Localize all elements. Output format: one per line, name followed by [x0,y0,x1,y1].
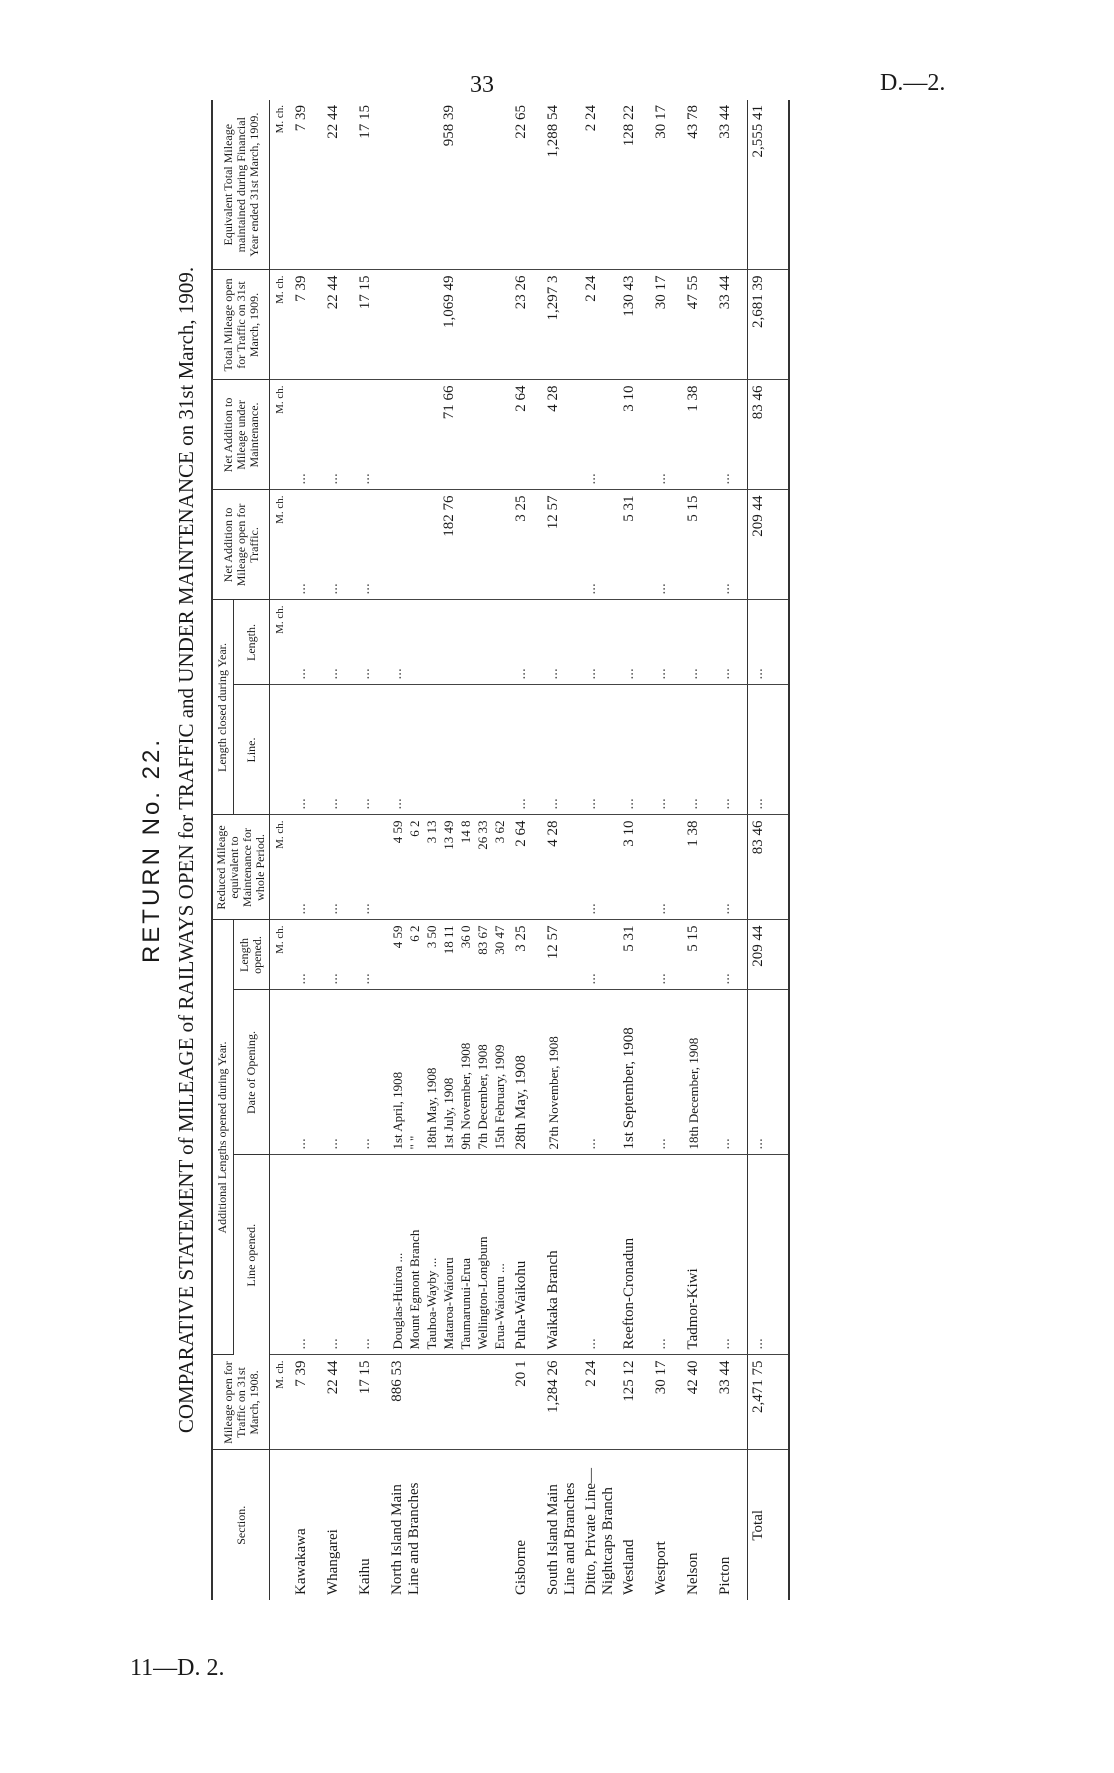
section-name: Kawakawa [293,1528,309,1595]
dots: ... [715,920,748,990]
total-1909: 1,069 49 [387,270,511,380]
dots: ... [291,990,323,1155]
reduced-mileage: 3 62 [492,820,507,844]
opening-date: 1st July, 1908 [441,1077,456,1150]
dots: ... [651,920,683,990]
total-1909: 30 17 [651,270,683,380]
section-name: Gisborne [513,1540,529,1595]
header-reduced-mileage: Reduced Mileage equivalent to Maintenance for whole Period. [212,815,270,920]
dots: ... [387,685,511,815]
section-name: Picton [717,1556,733,1595]
opening-date: 27th November, 1908 [543,990,581,1155]
dots: ... [543,685,581,815]
dots: ... [355,685,387,815]
unit-label: M. ch. [270,270,292,380]
dots: ... [715,685,748,815]
opening-date: 7th December, 1908 [475,1044,490,1150]
mileage-1908: 30 17 [651,1355,683,1450]
table-row [323,100,355,1600]
section-name: Ditto, Private Line—Nightcaps Branch [583,1467,616,1595]
total-1909: 47 55 [683,270,715,380]
mileage-1908: 20 1 [511,1355,543,1450]
total-1909: 7 39 [291,270,323,380]
net-maintenance: 71 66 [387,380,511,490]
equivalent: 2,555 41 [748,100,790,270]
unit-label: M. ch. [270,380,292,490]
header-equivalent: Equivalent Total Mileage maintained during Financial Year ended 31st March, 1909. [212,100,270,270]
dots: ... [323,490,355,600]
header-net-traffic: Net Addition to Mileage open for Traffic. [212,490,270,600]
length-opened: 18 11 [441,925,456,955]
dots: ... [291,490,323,600]
dots: ... [715,1155,748,1355]
opening-date: 1st April, 1908 [390,1071,405,1150]
dots: ... [651,815,683,920]
return-title: RETURN No. 22. [138,736,165,964]
reduced-mileage: 26 33 [475,820,490,850]
opening-date: " " [407,1135,422,1150]
dots: ... [581,1155,619,1355]
dots: ... [715,990,748,1155]
dots: ... [748,600,790,685]
reduced-mileage: 83 46 [748,815,790,920]
dots: ... [651,1155,683,1355]
section-name: South Island Main Line and Branches [545,1482,578,1595]
dots: ... [387,600,511,685]
length-opened: 4 59 [390,925,405,949]
table-row [511,100,543,1600]
dots: ... [715,600,748,685]
length-opened: 83 67 [475,925,490,955]
table-row [355,100,387,1600]
dots: ... [651,490,683,600]
dots: ... [651,990,683,1155]
page-reference: D.—2. [880,70,946,96]
net-maintenance: 2 64 [511,380,543,490]
equivalent: 1,288 54 [543,100,581,270]
reduced-mileage: 13 49 [441,820,456,850]
net-traffic: 209 44 [748,490,790,600]
opening-date: 9th November, 1908 [458,1042,473,1150]
dates-list [387,990,511,1155]
dots: ... [323,685,355,815]
mileage-1908: 1,284 26 [543,1355,581,1450]
dots: ... [651,380,683,490]
header-closed-line: Line. [233,685,269,815]
equivalent: 7 39 [291,100,323,270]
equivalent: 2 24 [581,100,619,270]
header-date-opening: Date of Opening. [233,990,269,1155]
dots: ... [355,920,387,990]
line-opened: Reefton-Cronadun [619,1155,651,1355]
total-1909: 2,681 39 [748,270,790,380]
mileage-1908: 2,471 75 [748,1355,790,1450]
net-maintenance: 4 28 [543,380,581,490]
total-1909: 33 44 [715,270,748,380]
reduced-list [387,815,511,920]
table-row [715,100,748,1600]
return-subtitle: COMPARATIVE STATEMENT of MILEAGE of RAILWAYS OPEN for TRAFFIC and UNDER MAINTENANCE on 31st March, 1909. [174,266,198,1434]
net-maintenance: 83 46 [748,380,790,490]
dots: ... [323,380,355,490]
dots: ... [511,685,543,815]
reduced-mileage: 1 38 [683,815,715,920]
dots: ... [323,1155,355,1355]
dots: ... [355,990,387,1155]
dots: ... [355,380,387,490]
dots: ... [748,990,790,1155]
dots: ... [619,685,651,815]
mileage-1908: 7 39 [291,1355,323,1450]
equivalent: 128 22 [619,100,651,270]
dots: ... [715,490,748,600]
total-1909: 130 43 [619,270,651,380]
net-traffic: 12 57 [543,490,581,600]
header-line-opened: Line opened. [233,1155,269,1355]
table-row [581,100,619,1600]
net-traffic: 182 76 [387,490,511,600]
equivalent: 22 44 [323,100,355,270]
length-opened: 5 15 [683,920,715,990]
section-name: Kaihu [357,1558,373,1595]
unit-label: M. ch. [270,815,292,920]
dots: ... [581,490,619,600]
dots: ... [291,815,323,920]
length-opened: 30 47 [492,925,507,955]
table-row [683,100,715,1600]
mileage-1908: 125 12 [619,1355,651,1450]
section-name: Westport [653,1541,669,1595]
dots: ... [355,600,387,685]
dots: ... [355,1155,387,1355]
reduced-mileage: 3 10 [619,815,651,920]
lengths-list [387,920,511,990]
line-opened: Tadmor-Kiwi [683,1155,715,1355]
dots: ... [323,990,355,1155]
length-opened: 3 25 [511,920,543,990]
table-row [651,100,683,1600]
page-number: 33 [470,72,494,98]
header-net-maintenance: Net Addition to Mileage under Maintenance. [212,380,270,490]
dots: ... [651,685,683,815]
dots: ... [581,920,619,990]
header-additional-lengths: Additional Lengths opened during Year. [212,920,233,1355]
total-1909: 22 44 [323,270,355,380]
mileage-1908: 42 40 [683,1355,715,1450]
dots: ... [748,685,790,815]
equivalent: 30 17 [651,100,683,270]
length-opened: 3 50 [424,925,439,949]
line-opened: Erua-Waiouru ... [492,1263,507,1350]
equivalent: 22 65 [511,100,543,270]
net-traffic: 3 25 [511,490,543,600]
net-traffic: 5 15 [683,490,715,600]
header-length-closed: Length closed during Year. [212,600,233,815]
line-opened: Douglas-Huiroa ... [390,1252,405,1350]
line-opened: Wellington-Longburn [475,1236,490,1350]
table-row [619,100,651,1600]
dots: ... [581,990,619,1155]
unit-label: M. ch. [270,920,292,990]
table-row [291,100,323,1600]
dots: ... [323,815,355,920]
total-row [748,100,790,1600]
equivalent: 958 39 [387,100,511,270]
unit-label: M. ch. [270,600,292,685]
line-opened: Mount Egmont Branch [407,1229,422,1350]
opening-date: 1st September, 1908 [619,990,651,1155]
reduced-mileage: 14 8 [458,820,473,844]
dots: ... [715,380,748,490]
dots: ... [291,600,323,685]
reduced-mileage: 2 64 [511,815,543,920]
mileage-1908: 33 44 [715,1355,748,1450]
dots: ... [511,600,543,685]
table-row [543,100,581,1600]
reduced-mileage: 4 28 [543,815,581,920]
section-name: Westland [621,1539,637,1595]
dots: ... [291,380,323,490]
equivalent: 43 78 [683,100,715,270]
length-opened: 6 2 [407,925,422,942]
unit-label: M. ch. [270,490,292,600]
dots: ... [715,815,748,920]
total-label: Total [748,1450,790,1600]
dots: ... [291,920,323,990]
length-opened: 209 44 [748,920,790,990]
dots: ... [291,685,323,815]
line-opened: Taumarunui-Erua [458,1258,473,1350]
total-1909: 1,297 3 [543,270,581,380]
line-opened: Waikaka Branch [543,1155,581,1355]
length-opened: 5 31 [619,920,651,990]
header-mileage-1908: Mileage open for Traffic on 31st March, 1908. [212,1355,270,1450]
unit-label: M. ch. [270,1355,292,1450]
reduced-mileage: 4 59 [390,820,405,844]
dots: ... [651,600,683,685]
length-opened: 12 57 [543,920,581,990]
dots: ... [581,380,619,490]
dots: ... [683,685,715,815]
section-name: Nelson [685,1552,701,1595]
total-1909: 17 15 [355,270,387,380]
net-maintenance: 1 38 [683,380,715,490]
opening-date: 15th February, 1909 [492,1044,507,1150]
header-length-opened: Length opened. [233,920,269,990]
equivalent: 17 15 [355,100,387,270]
dots: ... [543,600,581,685]
mileage-1908: 886 53 [387,1355,511,1450]
mileage-1908: 17 15 [355,1355,387,1450]
dots: ... [323,920,355,990]
section-name: North Island Main Line and Branches [389,1482,422,1595]
equivalent: 33 44 [715,100,748,270]
net-traffic: 5 31 [619,490,651,600]
dots: ... [355,490,387,600]
mileage-1908: 2 24 [581,1355,619,1450]
dots: ... [323,600,355,685]
line-opened: Puha-Waikohu [511,1155,543,1355]
dots: ... [291,1155,323,1355]
dots: ... [581,600,619,685]
page-footer: 11—D. 2. [130,1655,225,1681]
dots: ... [748,1155,790,1355]
length-opened: 36 0 [458,925,473,949]
dots: ... [355,815,387,920]
opening-date: 28th May, 1908 [511,990,543,1155]
dots: ... [619,600,651,685]
header-closed-length: Length. [233,600,269,685]
opening-date: 18th May, 1908 [424,1067,439,1150]
lines-opened-list [387,1155,511,1355]
table-row [387,100,511,1600]
dots: ... [683,600,715,685]
opening-date: 18th December, 1908 [683,990,715,1155]
net-maintenance: 3 10 [619,380,651,490]
reduced-mileage: 3 13 [424,820,439,844]
dots: ... [581,685,619,815]
line-opened: Mataroa-Waiouru [441,1257,456,1350]
unit-label: M. ch. [270,100,292,270]
section-name: Whangarei [325,1529,341,1595]
header-section: Section. [212,1450,270,1600]
total-1909: 2 24 [581,270,619,380]
mileage-1908: 22 44 [323,1355,355,1450]
total-1909: 23 26 [511,270,543,380]
header-total-1909: Total Mileage open for Traffic on 31st March, 1909. [212,270,270,380]
unit-row [270,100,292,1600]
rotated-return-table [135,100,905,1600]
dots: ... [581,815,619,920]
line-opened: Tauhoa-Wayby ... [424,1257,439,1350]
mileage-table [211,100,790,1600]
reduced-mileage: 6 2 [407,820,422,837]
